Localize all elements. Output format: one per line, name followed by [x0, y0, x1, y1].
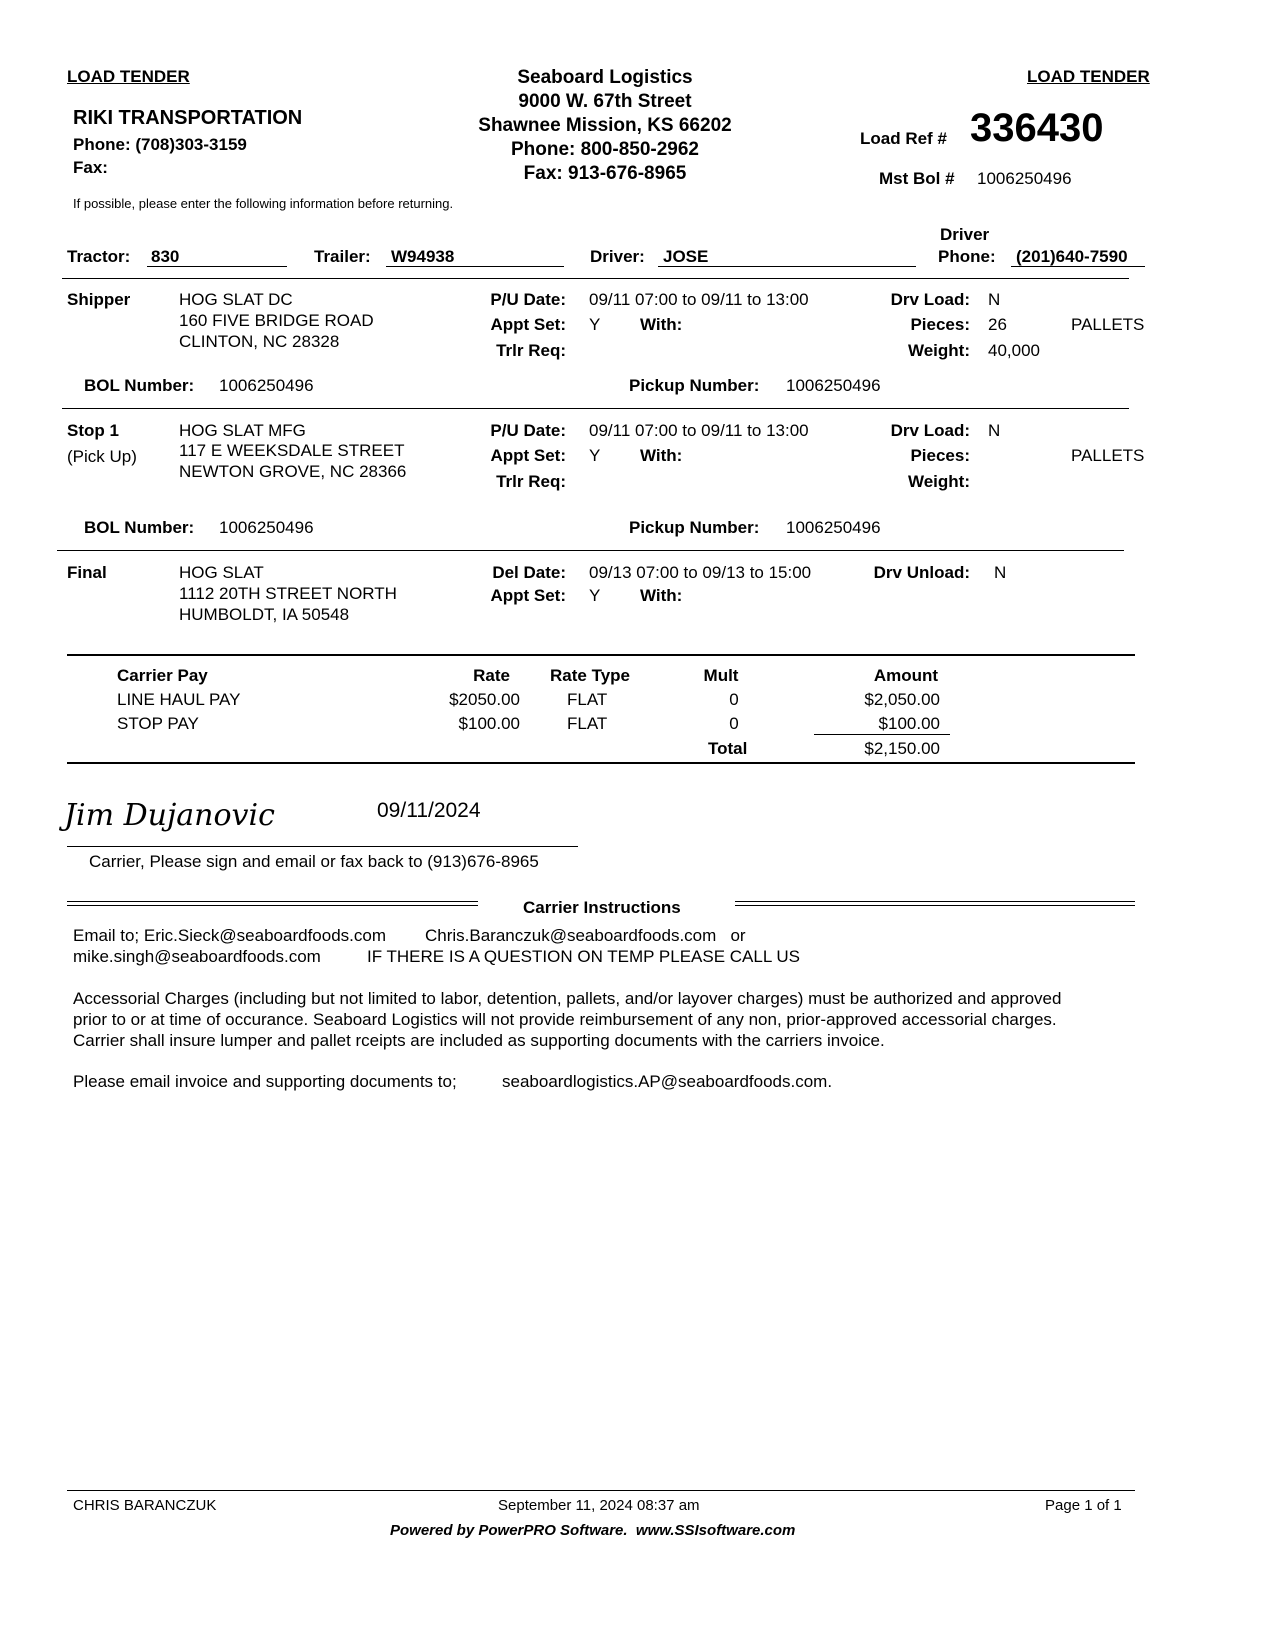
amount-subtotal-rule — [814, 734, 950, 735]
stop1-appt-label: Appt Set: — [490, 446, 566, 465]
driver-phone-label-1: Driver — [940, 225, 990, 244]
shipper-date-label: P/U Date: — [490, 290, 566, 309]
company-name: Seaboard Logistics — [517, 67, 693, 88]
stop1-label: Stop 1 — [67, 421, 119, 440]
email-line-1b: Chris.Baranczuk@seaboardfoods.com or — [425, 926, 746, 945]
footer-page-number: Page 1 of 1 — [1045, 1497, 1122, 1514]
final-date-label: Del Date: — [492, 563, 566, 582]
pay-row-rate-type: FLAT — [567, 714, 608, 733]
company-street: 9000 W. 67th Street — [518, 91, 692, 112]
company-fax: Fax: 913-676-8965 — [523, 163, 687, 184]
email-line-2a: mike.singh@seaboardfoods.com — [73, 947, 321, 966]
mst-bol-label: Mst Bol # — [879, 169, 955, 188]
stop1-date-label: P/U Date: — [490, 421, 566, 440]
instructions-rule-left — [67, 905, 478, 906]
signature-instruction: Carrier, Please sign and email or fax back to (913)676-8965 — [89, 852, 539, 871]
final-with-label: With: — [640, 586, 683, 605]
pay-total-label: Total — [708, 739, 748, 758]
stop1-pickup-label: Pickup Number: — [629, 518, 760, 537]
pay-row-amount: $2,050.00 — [864, 690, 940, 709]
stop1-drv: N — [988, 421, 1001, 440]
stop1-unit: PALLETS — [1071, 446, 1145, 465]
final-appt-label: Appt Set: — [490, 586, 566, 605]
load-ref-number: 336430 — [970, 106, 1104, 150]
shipper-bol: 1006250496 — [219, 376, 314, 395]
mst-bol-number: 1006250496 — [977, 169, 1072, 188]
trailer-label: Trailer: — [314, 247, 371, 266]
company-block — [455, 66, 755, 186]
stop1-weight-label: Weight: — [907, 472, 970, 491]
stop1-appt: Y — [589, 446, 601, 465]
pay-row-mult: 0 — [729, 714, 739, 733]
shipper-date: 09/11 07:00 to 09/11 to 13:00 — [589, 290, 809, 309]
signature-date: 09/11/2024 — [377, 799, 481, 822]
invoice-email[interactable]: seaboardlogistics.AP@seaboardfoods.com. — [502, 1072, 833, 1091]
company-city: Shawnee Mission, KS 66202 — [478, 115, 732, 136]
pay-row-description: LINE HAUL PAY — [117, 690, 241, 709]
shipper-with-label: With: — [640, 315, 683, 334]
temp-question-note: IF THERE IS A QUESTION ON TEMP PLEASE CALL US — [367, 947, 801, 966]
stop1-bol: 1006250496 — [219, 518, 314, 537]
stop1-name: HOG SLAT MFG — [179, 421, 306, 440]
shipper-appt: Y — [589, 315, 601, 334]
driver-underline — [658, 266, 916, 267]
divider — [62, 408, 1129, 409]
final-address-1: 1112 20TH STREET NORTH — [179, 584, 397, 603]
pay-table-bottom-rule — [67, 762, 1135, 764]
final-address-2: HUMBOLDT, IA 50548 — [179, 605, 350, 624]
header-note: If possible, please enter the following information before returning. — [73, 196, 454, 211]
shipper-unit: PALLETS — [1071, 315, 1145, 334]
stop1-pieces-label: Pieces: — [910, 446, 970, 465]
load-ref-label: Load Ref # — [860, 129, 947, 148]
invoice-instruction: Please email invoice and supporting documents to; — [73, 1072, 457, 1091]
pay-row-rate-type: FLAT — [567, 690, 608, 709]
load-tender-title-left: LOAD TENDER — [67, 67, 190, 86]
stop1-sublabel: (Pick Up) — [67, 447, 137, 466]
driver-label: Driver: — [590, 247, 645, 266]
final-appt: Y — [589, 586, 601, 605]
shipper-appt-label: Appt Set: — [490, 315, 566, 334]
driver-phone-label-2: Phone: — [938, 247, 996, 266]
driver-phone-underline — [1011, 266, 1145, 267]
final-name: HOG SLAT — [179, 563, 264, 582]
shipper-name: HOG SLAT DC — [179, 290, 293, 309]
load-tender-title-right: LOAD TENDER — [1027, 67, 1150, 86]
pay-header-rate: Rate — [473, 666, 510, 685]
divider — [62, 278, 1129, 279]
instructions-rule-right — [735, 901, 1135, 902]
pay-row-description: STOP PAY — [117, 714, 199, 733]
accessorial-line-1: Accessorial Charges (including but not limited to labor, detention, pallets, and/or layover charges) must be authorized and approved — [73, 989, 1062, 1008]
pay-row-rate: $100.00 — [458, 714, 520, 733]
footer-user: CHRIS BARANCZUK — [73, 1497, 217, 1514]
carrier-phone: Phone: (708)303-3159 — [73, 135, 247, 154]
shipper-pickup-label: Pickup Number: — [629, 376, 760, 395]
divider — [57, 550, 1124, 551]
shipper-weight: 40,000 — [988, 341, 1040, 360]
carrier-name: RIKI TRANSPORTATION — [73, 107, 303, 129]
shipper-drv: N — [988, 290, 1001, 309]
stop1-pickup: 1006250496 — [786, 518, 881, 537]
stop1-drv-label: Drv Load: — [890, 421, 970, 440]
shipper-address-2: CLINTON, NC 28328 — [179, 332, 340, 351]
pay-header-carrier-pay: Carrier Pay — [117, 666, 208, 685]
footer-timestamp: September 11, 2024 08:37 am — [498, 1497, 700, 1514]
stop1-address-1: 117 E WEEKSDALE STREET — [179, 441, 405, 460]
carrier-fax: Fax: — [73, 158, 108, 177]
instructions-rule-right — [735, 905, 1135, 906]
instructions-title: Carrier Instructions — [523, 898, 681, 917]
pay-row-amount: $100.00 — [878, 714, 940, 733]
stop1-date: 09/11 07:00 to 09/11 to 13:00 — [589, 421, 809, 440]
final-label: Final — [67, 563, 107, 582]
stop1-bol-label: BOL Number: — [84, 518, 195, 537]
accessorial-line-3: Carrier shall insure lumper and pallet rceipts are included as supporting documents with the carriers invoice. — [73, 1031, 885, 1050]
stop1-with-label: With: — [640, 446, 683, 465]
company-phone: Phone: 800-850-2962 — [511, 139, 699, 160]
tractor-value[interactable]: 830 — [151, 247, 180, 266]
footer-powered-by: Powered by PowerPRO Software. www.SSIsoftware.com — [390, 1522, 796, 1539]
pay-row-mult: 0 — [729, 690, 739, 709]
shipper-trlr-label: Trlr Req: — [496, 341, 566, 360]
accessorial-line-2: prior to or at time of occurance. Seaboard Logistics will not provide reimbursement of any non, prior-approved accessorial charges. — [73, 1010, 1057, 1029]
shipper-pieces-label: Pieces: — [910, 315, 970, 334]
email-line-1a: Email to; Eric.Sieck@seaboardfoods.com — [73, 926, 386, 945]
signature-line — [67, 846, 578, 847]
driver-phone-value[interactable]: (201)640-7590 — [1016, 247, 1128, 266]
final-date: 09/13 07:00 to 09/13 to 15:00 — [589, 563, 812, 582]
final-drv: N — [994, 563, 1007, 582]
shipper-pickup: 1006250496 — [786, 376, 881, 395]
pay-header-amount: Amount — [873, 666, 939, 685]
shipper-drv-label: Drv Load: — [890, 290, 970, 309]
pay-header-mult: Mult — [703, 666, 739, 685]
stop1-trlr-label: Trlr Req: — [496, 472, 566, 491]
instructions-rule-left — [67, 901, 478, 902]
shipper-pieces: 26 — [988, 315, 1007, 334]
shipper-label: Shipper — [67, 290, 131, 309]
pay-total-amount: $2,150.00 — [864, 739, 940, 758]
stop1-address-2: NEWTON GROVE, NC 28366 — [179, 462, 407, 481]
trailer-value[interactable]: W94938 — [391, 247, 455, 266]
final-drv-label: Drv Unload: — [873, 563, 970, 582]
footer-rule — [67, 1490, 1135, 1491]
pay-table-top-rule — [67, 654, 1135, 656]
tractor-label: Tractor: — [67, 247, 131, 266]
shipper-address-1: 160 FIVE BRIDGE ROAD — [179, 311, 374, 330]
shipper-bol-label: BOL Number: — [84, 376, 195, 395]
pay-row-rate: $2050.00 — [449, 690, 520, 709]
carrier-signature: Jim Dujanovic — [64, 798, 275, 833]
pay-header-rate-type: Rate Type — [550, 666, 630, 685]
driver-value[interactable]: JOSE — [663, 247, 709, 266]
trailer-underline — [386, 266, 564, 267]
tractor-underline — [147, 266, 287, 267]
shipper-weight-label: Weight: — [907, 341, 970, 360]
